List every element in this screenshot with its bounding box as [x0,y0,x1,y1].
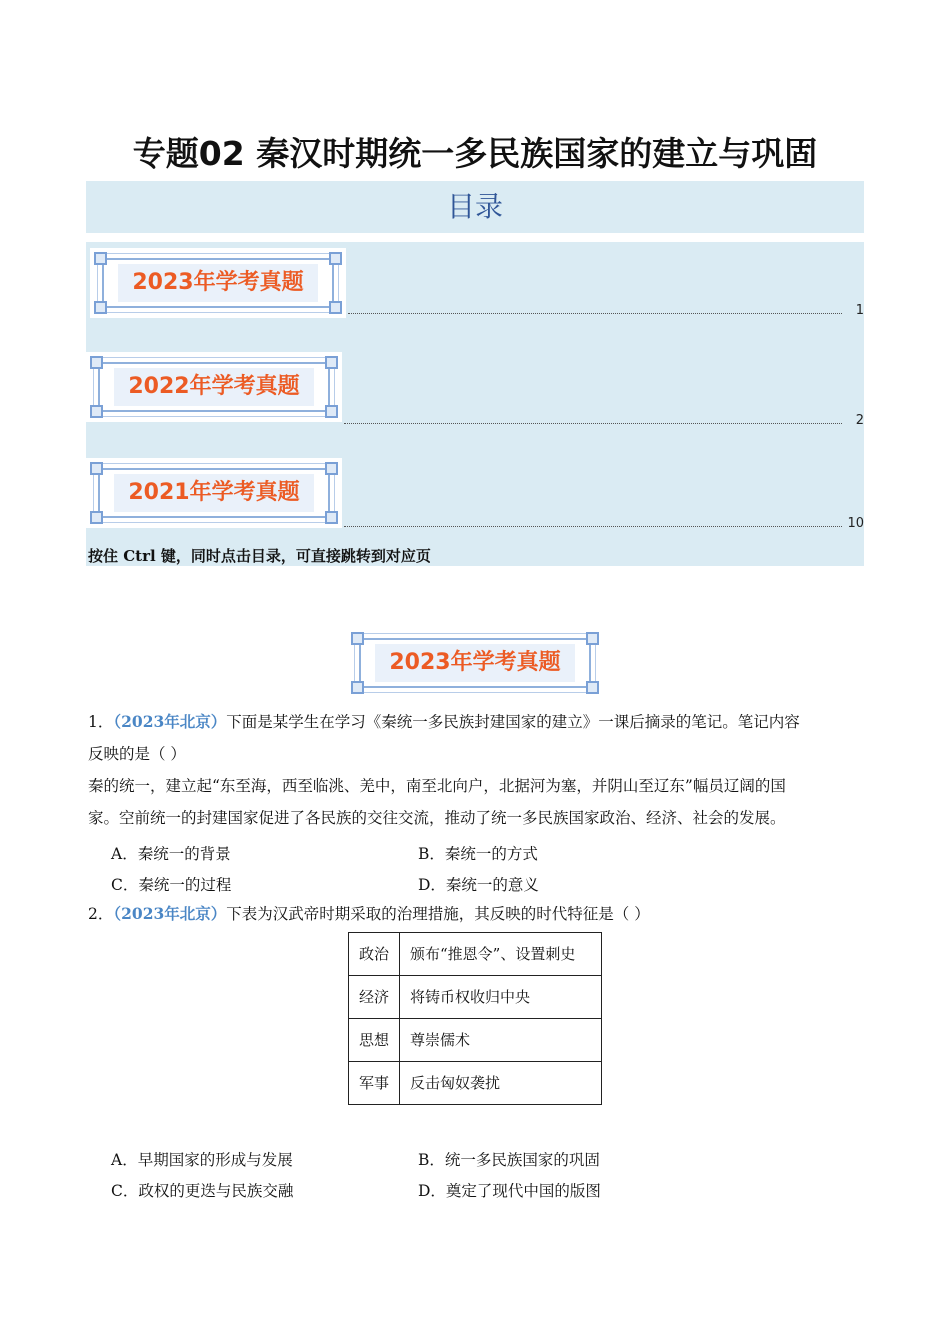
toc-item-2023-badge[interactable] [90,248,346,318]
question-1-option-b[interactable]: B．秦统一的方式 [418,845,538,863]
section-badge-label: 2023年学考真题 [375,644,575,682]
toc-heading: 目录 [446,190,503,223]
question-2 [88,898,863,930]
table-cell-value: 颁布“推恩令”、设置刺史 [400,933,602,976]
toc-item-label: 2021年学考真题 [114,474,314,512]
question-1-option-a[interactable]: A．秦统一的背景 [111,845,231,863]
toc-item-2022-leader[interactable] [344,412,864,428]
question-2-option-c[interactable]: C．政权的更迭与民族交融 [111,1182,294,1200]
question-1-material: 秦的统一，建立起“东至海，西至临洮、羌中，南至北向户，北据河为塞，并阴山至辽东”幅员辽阔的国 [88,777,786,795]
question-2-option-a[interactable]: A．早期国家的形成与发展 [111,1151,293,1169]
toc-item-label: 2023年学考真题 [118,264,318,302]
toc-body [86,242,864,566]
table-cell-value: 尊崇儒术 [400,1019,602,1062]
table-row [349,1019,602,1062]
toc-heading-bar [86,181,864,233]
toc-item-2023-leader[interactable] [348,302,864,318]
question-1-material-cont: 家。空前统一的封建国家促进了各民族的交往交流，推动了统一多民族国家政治、经济、社会的发展。 [88,809,786,827]
question-2-stem: 2．（2023年北京）下表为汉武帝时期采取的治理措施，其反映的时代特征是（ ） [88,904,650,923]
question-1 [88,706,863,834]
toc-item-2021-badge[interactable] [86,458,342,528]
table-cell-value: 反击匈奴袭扰 [400,1062,602,1105]
question-1-stem-cont: 反映的是（ ） [88,745,186,763]
table-row [349,933,602,976]
toc-item-page: 10 [847,516,864,531]
toc-item-2022-badge[interactable] [86,352,342,422]
toc-item-page: 1 [855,303,864,318]
toc-tip: 按住 Ctrl 键，同时点击目录，可直接跳转到对应页 [88,547,431,565]
question-source: （2023年北京） [113,712,227,731]
table-cell-key: 思想 [349,1019,400,1062]
toc-item-page: 2 [855,413,864,428]
section-badge-2023 [347,628,603,698]
toc-item-label: 2022年学考真题 [114,368,314,406]
measures-table [348,932,602,1105]
table-row [349,1062,602,1105]
question-source: （2023年北京） [113,904,227,923]
table-cell-key: 军事 [349,1062,400,1105]
question-1-option-d[interactable]: D．秦统一的意义 [418,876,539,894]
question-2-option-b[interactable]: B．统一多民族国家的巩固 [418,1151,600,1169]
question-1-stem: 1．（2023年北京）下面是某学生在学习《秦统一多民族封建国家的建立》一课后摘录的笔记。笔记内容 [88,712,800,731]
question-1-option-c[interactable]: C．秦统一的过程 [111,876,232,894]
question-2-option-d[interactable]: D．奠定了现代中国的版图 [418,1182,601,1200]
toc-item-2021-leader[interactable] [344,515,864,531]
table-cell-value: 将铸币权收归中央 [400,976,602,1019]
table-cell-key: 政治 [349,933,400,976]
table-row [349,976,602,1019]
page-title: 专题02 秦汉时期统一多民族国家的建立与巩固 [132,134,818,173]
table-cell-key: 经济 [349,976,400,1019]
